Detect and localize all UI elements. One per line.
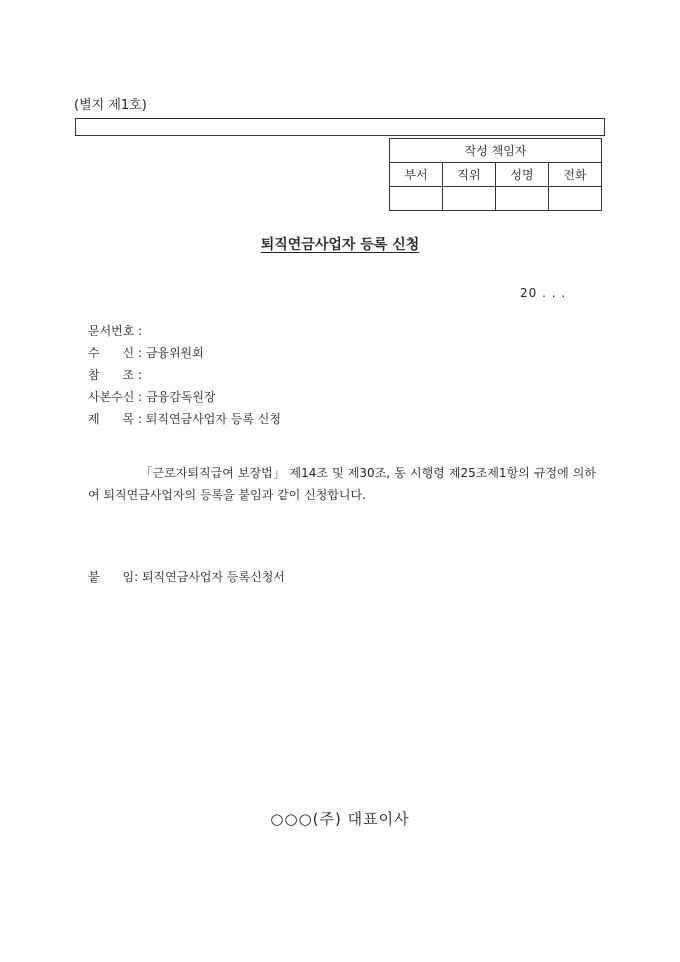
subject-value: 퇴직연금사업자 등록 신청 (145, 412, 281, 426)
doc-number-label: 문서번호 : (88, 324, 143, 338)
body-text: 「근로자퇴직급여 보장법」 제14조 및 제30조, 동 시행령 제25조제1항의 규정에 의하여 퇴직연금사업자의 등록을 붙임과 같이 신청합니다. (88, 466, 596, 502)
reference-label: 참 조 : (88, 368, 142, 382)
field-reference (88, 366, 142, 383)
cell-position[interactable] (443, 187, 496, 211)
document-date: 20 . . . (520, 286, 567, 300)
document-title-wrap (0, 234, 680, 254)
attachment-label: 붙 임: (88, 570, 139, 584)
subject-label: 제 목 : (88, 412, 142, 426)
document-title: 퇴직연금사업자 등록 신청 (260, 237, 420, 253)
cc-label: 사본수신 : (88, 390, 143, 404)
field-subject (88, 410, 281, 427)
responsible-person-table (389, 138, 602, 211)
cc-value: 금융감독원장 (146, 390, 216, 404)
form-number-label: (별지 제1호) (74, 98, 147, 113)
cell-name[interactable] (496, 187, 549, 211)
attachment-line (88, 568, 285, 585)
field-doc-number (88, 322, 142, 339)
column-department: 부서 (390, 163, 443, 187)
responsible-table-header: 작성 책임자 (390, 139, 602, 163)
cell-department[interactable] (390, 187, 443, 211)
body-paragraph (88, 462, 596, 506)
column-name: 성명 (496, 163, 549, 187)
document-header-bar (75, 118, 605, 136)
recipient-label: 수 신 : (88, 346, 142, 360)
attachment-value: 퇴직연금사업자 등록신청서 (141, 570, 285, 584)
field-recipient (88, 344, 204, 361)
signature-line: ○○○(주) 대표이사 (270, 810, 410, 828)
column-phone: 전화 (549, 163, 602, 187)
recipient-value: 금융위원회 (145, 346, 204, 360)
column-position: 직위 (443, 163, 496, 187)
cell-phone[interactable] (549, 187, 602, 211)
field-cc (88, 388, 216, 405)
